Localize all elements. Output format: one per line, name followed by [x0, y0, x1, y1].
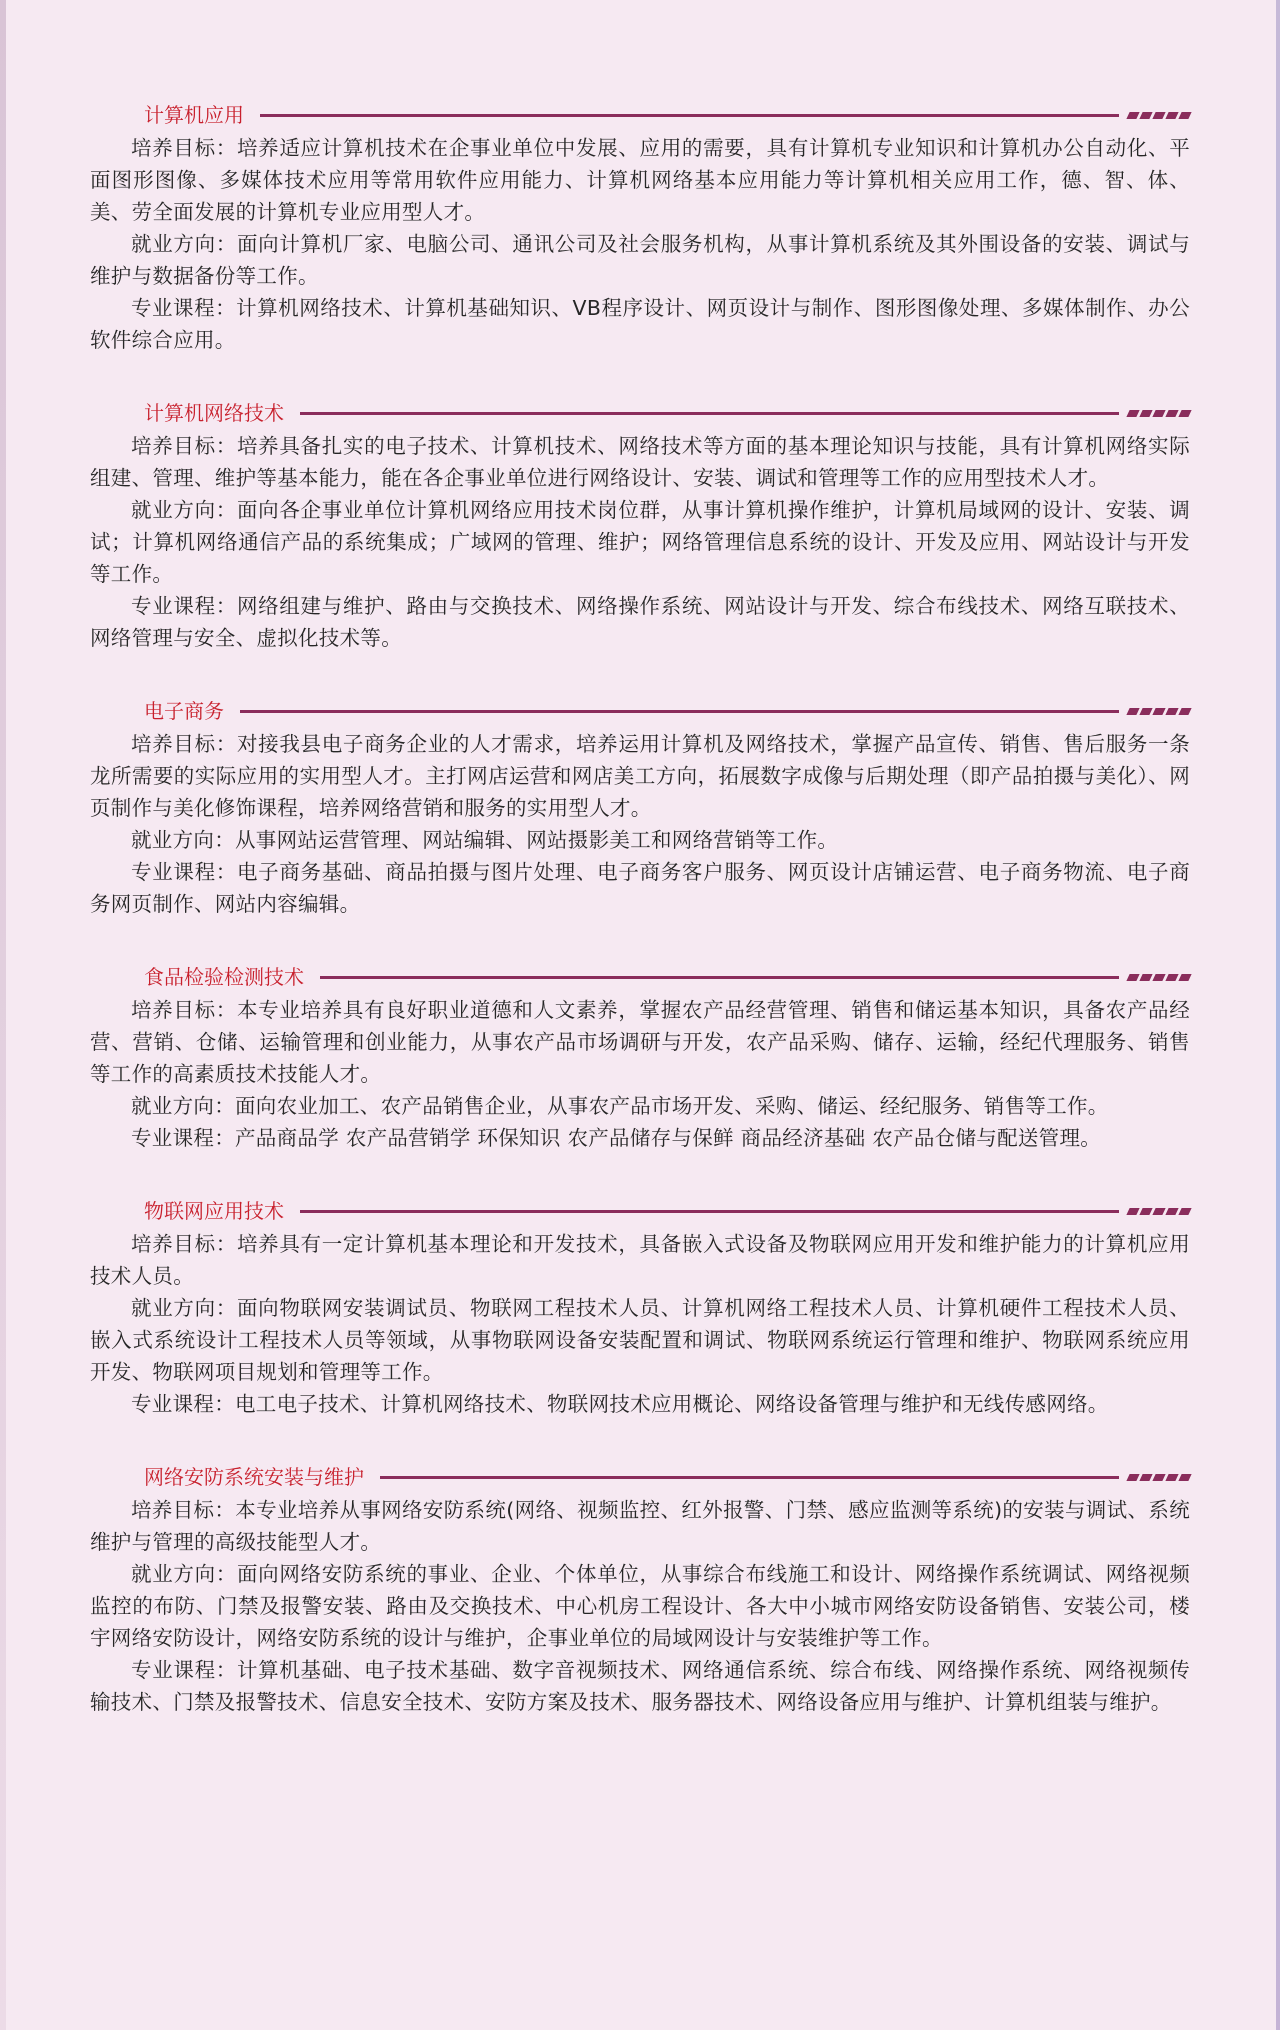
section-divider-dashes [1125, 974, 1190, 981]
section-header [90, 1194, 1190, 1228]
training-goal: 培养目标：对接我县电子商务企业的人才需求，培养运用计算机及网络技术，掌握产品宣传、销售、售后服务一条龙所需要的实际应用的实用型人才。主打网店运营和网店美工方向，拓展数字成像与后期处理（即产品拍摄与美化）、网页制作与美化修饰课程，培养网络营销和服务的实用型人才。 [90, 732, 1190, 820]
section-header [90, 98, 1190, 132]
employment-direction: 就业方向：从事网站运营管理、网站编辑、网站摄影美工和网络营销等工作。 [131, 828, 839, 852]
courses: 专业课程：网络组建与维护、路由与交换技术、网络操作系统、网站设计与开发、综合布线技术、网络互联技术、网络管理与安全、虚拟化技术等。 [90, 594, 1190, 650]
section-header [90, 1460, 1190, 1494]
section-food-inspection [90, 960, 1190, 1154]
employment-direction: 就业方向：面向物联网安装调试员、物联网工程技术人员、计算机网络工程技术人员、计算机硬件工程技术人员、嵌入式系统设计工程技术人员等领域，从事物联网设备安装配置和调试、物联网系统运行管理和维护、物联网系统应用开发、物联网项目规划和管理等工作。 [90, 1296, 1190, 1384]
section-title: 计算机网络技术 [144, 401, 284, 425]
courses: 专业课程：产品商品学 农产品营销学 环保知识 农产品储存与保鲜 商品经济基础 农产品仓储与配送管理。 [131, 1126, 1102, 1150]
section-divider-dashes [1125, 1474, 1190, 1481]
training-goal: 培养目标：培养具有一定计算机基本理论和开发技术，具备嵌入式设备及物联网应用开发和维护能力的计算机应用技术人员。 [90, 1232, 1190, 1288]
training-goal: 培养目标：本专业培养从事网络安防系统(网络、视频监控、红外报警、门禁、感应监测等系统)的安装与调试、系统维护与管理的高级技能型人才。 [90, 1498, 1190, 1554]
section-header [90, 960, 1190, 994]
training-goal: 培养目标：培养具备扎实的电子技术、计算机技术、网络技术等方面的基本理论知识与技能，具有计算机网络实际组建、管理、维护等基本能力，能在各企事业单位进行网络设计、安装、调试和管理等工作的应用型技术人才。 [90, 434, 1190, 490]
section-divider-dashes [1125, 410, 1190, 417]
training-goal: 培养目标：本专业培养具有良好职业道德和人文素养，掌握农产品经营管理、销售和储运基本知识，具备农产品经营、营销、仓储、运输管理和创业能力，从事农产品市场调研与开发，农产品采购、储存、运输，经纪代理服务、销售等工作的高素质技术技能人才。 [90, 998, 1190, 1086]
courses: 专业课程：计算机网络技术、计算机基础知识、VB程序设计、网页设计与制作、图形图像处理、多媒体制作、办公软件综合应用。 [90, 296, 1190, 352]
left-edge-stripe [0, 0, 6, 2030]
section-e-commerce [90, 694, 1190, 920]
section-divider-line [240, 710, 1119, 713]
section-divider-dashes [1125, 112, 1190, 119]
section-title: 电子商务 [144, 699, 224, 723]
section-iot-application [90, 1194, 1190, 1420]
courses: 专业课程：电工电子技术、计算机网络技术、物联网技术应用概论、网络设备管理与维护和无线传感网络。 [131, 1392, 1109, 1416]
employment-direction: 就业方向：面向农业加工、农产品销售企业，从事农产品市场开发、采购、储运、经纪服务、销售等工作。 [131, 1094, 1109, 1118]
section-divider-line [380, 1476, 1119, 1479]
employment-direction: 就业方向：面向各企事业单位计算机网络应用技术岗位群，从事计算机操作维护，计算机局域网的设计、安装、调试；计算机网络通信产品的系统集成；广域网的管理、维护；网络管理信息系统的设计、开发及应用、网站设计与开发等工作。 [90, 498, 1190, 586]
training-goal: 培养目标：培养适应计算机技术在企事业单位中发展、应用的需要，具有计算机专业知识和计算机办公自动化、平面图形图像、多媒体技术应用等常用软件应用能力、计算机网络基本应用能力等计算机相关应用工作，德、智、体、美、劳全面发展的计算机专业应用型人才。 [90, 136, 1190, 224]
employment-direction: 就业方向：面向网络安防系统的事业、企业、个体单位，从事综合布线施工和设计、网络操作系统调试、网络视频监控的布防、门禁及报警安装、路由及交换技术、中心机房工程设计、各大中小城市网络安防设备销售、安装公司，楼宇网络安防设计，网络安防系统的设计与维护，企事业单位的局域网设计与安装维护等工作。 [90, 1562, 1190, 1650]
section-divider-line [300, 412, 1119, 415]
courses: 专业课程：电子商务基础、商品拍摄与图片处理、电子商务客户服务、网页设计店铺运营、电子商务物流、电子商务网页制作、网站内容编辑。 [90, 860, 1190, 916]
section-header [90, 694, 1190, 728]
section-title: 计算机应用 [144, 103, 244, 127]
section-computer-application [90, 98, 1190, 356]
employment-direction: 就业方向：面向计算机厂家、电脑公司、通讯公司及社会服务机构，从事计算机系统及其外围设备的安装、调试与维护与数据备份等工作。 [90, 232, 1190, 288]
section-divider-line [320, 976, 1119, 979]
courses: 专业课程：计算机基础、电子技术基础、数字音视频技术、网络通信系统、综合布线、网络操作系统、网络视频传输技术、门禁及报警技术、信息安全技术、安防方案及技术、服务器技术、网络设备应用与维护、计算机组装与维护。 [90, 1658, 1190, 1714]
right-edge-stripe [1276, 0, 1280, 2030]
section-divider-line [260, 114, 1119, 117]
section-divider-line [300, 1210, 1119, 1213]
section-network-technology [90, 396, 1190, 654]
section-header [90, 396, 1190, 430]
section-title: 物联网应用技术 [144, 1199, 284, 1223]
section-title: 食品检验检测技术 [144, 965, 304, 989]
section-divider-dashes [1125, 708, 1190, 715]
section-divider-dashes [1125, 1208, 1190, 1215]
section-network-security-systems [90, 1460, 1190, 1718]
program-list [90, 98, 1190, 1758]
section-title: 网络安防系统安装与维护 [144, 1465, 364, 1489]
